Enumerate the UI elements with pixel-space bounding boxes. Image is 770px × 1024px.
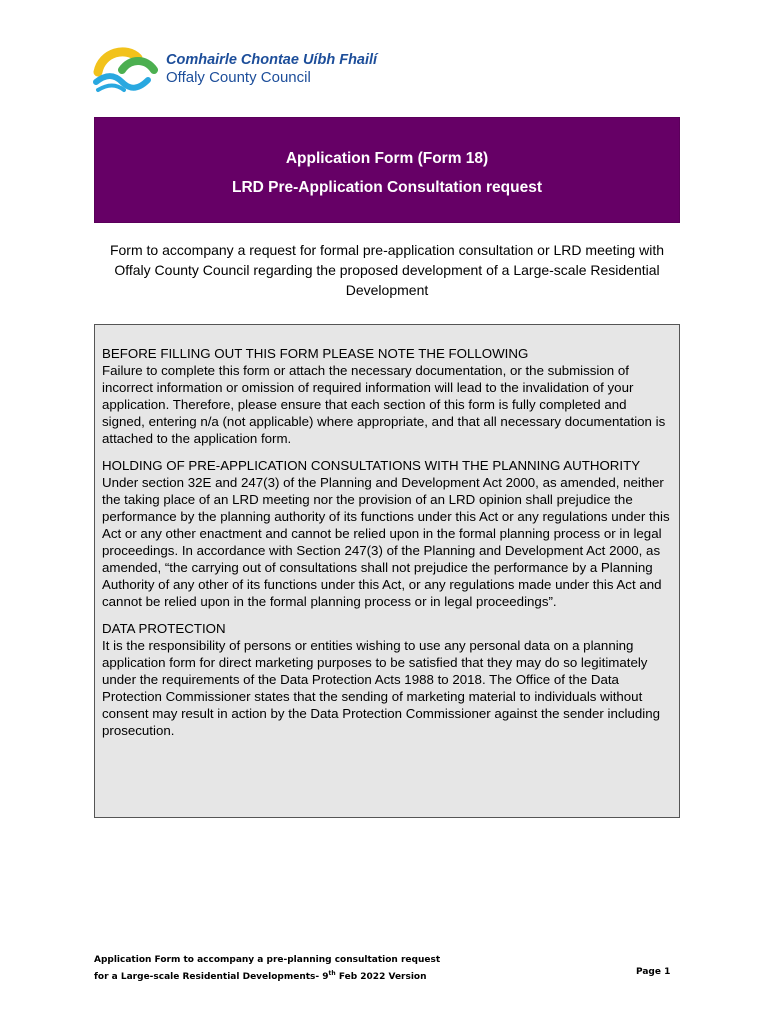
form-subtitle: LRD Pre-Application Consultation request bbox=[231, 179, 542, 196]
footer-line-2: for a Large-scale Residential Developments- 9th Feb 2022 Version bbox=[94, 970, 427, 982]
notice-paragraph-consultations bbox=[102, 457, 671, 610]
form-title: Application Form (Form 18) bbox=[285, 150, 489, 167]
form-title-banner bbox=[94, 117, 680, 223]
council-logo bbox=[92, 44, 402, 94]
notice-heading-before-filling: BEFORE FILLING OUT THIS FORM PLEASE NOTE THE FOLLOWING bbox=[102, 346, 529, 361]
notice-heading-consultations: HOLDING OF PRE-APPLICATION CONSULTATIONS WITH THE PLANNING AUTHORITY bbox=[102, 458, 640, 473]
notice-paragraph-data-protection bbox=[102, 620, 671, 739]
notice-body-consultations: Under section 32E and 247(3) of the Planning and Development Act 2000, as amended, neither the taking place of an LRD meeting nor the provision of an LRD opinion shall prejudice the performance by the planning authority of its functions under this Act or any regulations under this Act or any other enactment and cannot be relied upon in the formal planning process or in legal proceedings. In accordance with Section 247(3) of the Planning and Development Act 2000, as amended, “the carrying out of consultations shall not prejudice the performance by a Planning Authority of any other of its functions under this Act, or any regulations made under this Act and cannot be relied upon in the formal planning process or in legal proceedings”. bbox=[102, 475, 670, 609]
council-name-english: Offaly County Council bbox=[166, 69, 311, 86]
page-footer bbox=[94, 954, 440, 984]
intro-text: Form to accompany a request for formal pre-application consultation or LRD meeting with Offaly County Council regarding the proposed development of a Large-scale Residential Development bbox=[109, 242, 665, 298]
notice-body-data-protection: It is the responsibility of persons or entities wishing to use any personal data on a planning application form for direct marketing purposes to be satisfied that they may do so legitimately under the requirements of the Data Protection Acts 1988 to 2018. The Office of the Data Protection Commissioner states that the sending of marketing material to individuals without consent may result in action by the Data Protection Commissioner against the sender including prosecution. bbox=[102, 638, 661, 738]
council-name-irish: Comhairle Chontae Uíbh Fhailí bbox=[166, 52, 378, 68]
notice-box bbox=[94, 324, 680, 818]
page-number: Page 1 bbox=[636, 967, 671, 977]
offaly-council-logo-icon bbox=[92, 44, 162, 94]
footer-line-1: Application Form to accompany a pre-planning consultation request bbox=[94, 955, 441, 965]
notice-heading-data-protection: DATA PROTECTION bbox=[102, 621, 226, 636]
notice-body-before-filling: Failure to complete this form or attach the necessary documentation, or the submission of incorrect information or omission of required information will lead to the invalidation of your application. Therefore, please ensure that each section of this form is fully completed and signed, entering n/a (not applicable) where appropriate, and that all necessary documentation is attached to the application form. bbox=[102, 363, 666, 446]
notice-paragraph-before-filling bbox=[102, 345, 671, 447]
